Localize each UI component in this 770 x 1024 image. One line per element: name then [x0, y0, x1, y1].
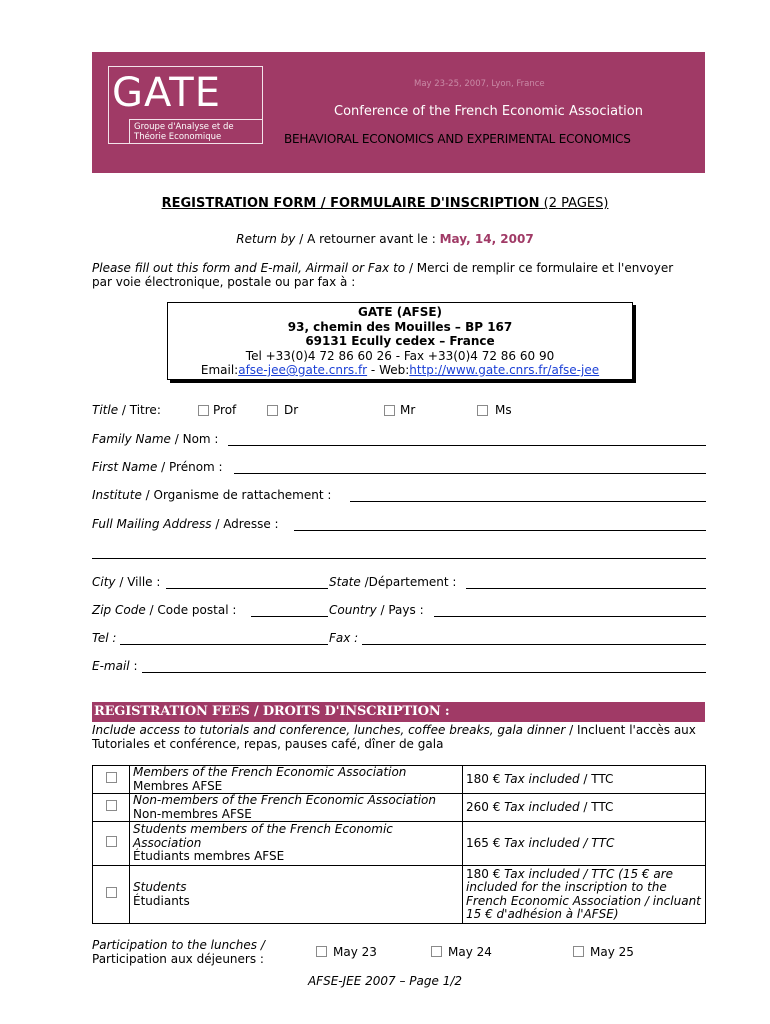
intro-fr: / Merci de remplir ce formulaire et l'envoyer par voie électronique, postale ou par fax à : [92, 261, 674, 289]
fee-checkbox-cell [93, 822, 130, 866]
logo-subtitle: Groupe d'Analyse et de Théorie Economique [134, 122, 234, 142]
address-contact [168, 363, 632, 378]
fee-tax-fr: / TTC [579, 771, 614, 786]
institute-fr: / Organisme de rattachement : [141, 488, 332, 502]
fees-header-bar [92, 702, 705, 722]
first-name-label [92, 460, 223, 474]
institute-field[interactable] [350, 501, 706, 502]
return-date: May, 14, 2007 [439, 232, 534, 246]
mr-label: Mr [400, 403, 416, 417]
fee-category [130, 794, 463, 822]
prof-checkbox[interactable] [198, 405, 209, 416]
page-footer: AFSE-JEE 2007 – Page 1/2 [307, 974, 463, 988]
fee-amount: 165 € [466, 835, 501, 850]
ms-checkbox[interactable] [477, 405, 488, 416]
title-label [92, 403, 161, 417]
institute-label [92, 488, 331, 502]
dr-checkbox[interactable] [267, 405, 278, 416]
state-en: State [329, 575, 361, 589]
fees-title: REGISTRATION FEES / DROITS D'INSCRIPTION : [94, 704, 450, 719]
fee-amount: 180 € [466, 771, 501, 786]
web-label: - Web: [367, 363, 410, 377]
lunches-label-en: Participation to the lunches / [92, 938, 265, 952]
fee-cat-fr: Étudiants membres AFSE [133, 849, 285, 864]
return-deadline [0, 232, 770, 246]
fee-cat-en: Students members of the French Economic Association [133, 822, 393, 850]
email-field-en: E-mail [92, 659, 130, 673]
fees-desc-fr: / Incluent l'accès aux Tutoriales et conférence, repas, pauses café, dîner de gala [92, 723, 696, 751]
title-label-en: Title [92, 403, 119, 417]
fee-category [130, 866, 463, 924]
zip-fr: / Code postal : [145, 603, 237, 617]
gate-logo [108, 66, 263, 144]
state-label [329, 575, 456, 589]
lunch-may25-label: May 25 [590, 945, 634, 959]
logo-subtitle-box [129, 119, 263, 144]
fee-cat-fr: Non-membres AFSE [133, 806, 252, 821]
fee-category [130, 822, 463, 866]
fee-cat-en: Students [133, 880, 187, 894]
fee-checkbox-cell [93, 866, 130, 924]
country-label [329, 603, 424, 617]
email-field[interactable] [142, 672, 706, 673]
address-en: Full Mailing Address [92, 517, 212, 531]
fee-student-members-checkbox[interactable] [106, 836, 117, 847]
email-link[interactable]: afse-jee@gate.cnrs.fr [238, 363, 368, 377]
lunch-may25-checkbox[interactable] [573, 946, 584, 957]
address-field-line2[interactable] [92, 558, 706, 559]
country-field[interactable] [434, 616, 706, 617]
address-label [92, 517, 279, 531]
fee-price [463, 866, 706, 924]
address-field[interactable] [294, 530, 706, 531]
title-label-fr: / Titre: [118, 403, 161, 417]
lunch-may24-checkbox[interactable] [431, 946, 442, 957]
zip-field[interactable] [251, 616, 328, 617]
city-fr: / Ville : [115, 575, 161, 589]
fee-tax-fr: / TTC (15 € are included for the inscription to the French Economic Association / incluant 15 € d'adhésion à l'AFSE) [466, 866, 701, 921]
lunch-may24-label: May 24 [448, 945, 492, 959]
city-en: City [92, 575, 116, 589]
logo-text: GATE [112, 70, 221, 116]
fee-amount: 180 € [466, 866, 501, 881]
form-title-main: REGISTRATION FORM / FORMULAIRE D'INSCRIPTION [161, 196, 540, 211]
institute-en: Institute [92, 488, 142, 502]
zip-en: Zip Code [92, 603, 146, 617]
prof-label: Prof [213, 403, 237, 417]
country-fr: / Pays : [376, 603, 424, 617]
first-name-fr: / Prénom : [157, 460, 223, 474]
conference-date: May 23-25, 2007, Lyon, France [414, 79, 545, 89]
lunches-label-fr: Participation aux déjeuners : [92, 952, 264, 966]
intro-en: Please fill out this form and E-mail, Airmail or Fax to [92, 261, 406, 275]
fax-field[interactable] [362, 644, 706, 645]
fee-cat-en: Members of the French Economic Association [133, 765, 407, 779]
fee-price [463, 822, 706, 866]
fee-cat-en: Non-members of the French Economic Association [133, 793, 436, 807]
address-street: 93, chemin des Mouilles – BP 167 [287, 319, 513, 334]
fee-tax-en: Tax included / TTC [500, 835, 615, 850]
mr-checkbox[interactable] [384, 405, 395, 416]
fee-amount: 260 € [466, 799, 501, 814]
fee-tax-en: Tax included [500, 771, 580, 786]
fee-category [130, 766, 463, 794]
fee-tax-fr: / TTC [579, 799, 614, 814]
family-name-field[interactable] [228, 445, 706, 446]
fee-tax-en: Tax included [500, 866, 580, 881]
web-link[interactable]: http://www.gate.cnrs.fr/afse-jee [409, 363, 600, 377]
dr-label: Dr [284, 403, 299, 417]
city-field[interactable] [166, 588, 328, 589]
conference-banner [92, 52, 705, 173]
family-name-fr: / Nom : [170, 432, 219, 446]
address-phone: Tel +33(0)4 72 86 60 26 - Fax +33(0)4 72 86 60 90 [245, 348, 555, 363]
address-city: 69131 Ecully cedex – France [305, 334, 495, 348]
address-fr: / Adresse : [211, 517, 279, 531]
city-label [92, 575, 160, 589]
fax-label: Fax : [329, 631, 359, 645]
fees-description [92, 723, 704, 751]
conference-title: Conference of the French Economic Association [334, 104, 643, 119]
fee-nonmembers-checkbox[interactable] [106, 800, 117, 811]
fee-checkbox-cell [93, 794, 130, 822]
email-field-label [92, 659, 137, 673]
first-name-field[interactable] [234, 473, 706, 474]
tel-label: Tel : [92, 631, 117, 645]
fees-desc-en: Include access to tutorials and conference, lunches, coffee breaks, gala dinner [92, 723, 566, 737]
state-field[interactable] [466, 588, 706, 589]
form-title [0, 196, 770, 211]
return-en: Return by [236, 232, 296, 246]
return-fr: / A retourner avant le : [295, 232, 440, 246]
fee-row [93, 794, 706, 822]
ms-label: Ms [495, 403, 512, 417]
intro-text [92, 261, 692, 289]
zip-label [92, 603, 236, 617]
fee-price [463, 766, 706, 794]
fee-tax-en: Tax included [500, 799, 580, 814]
lunch-may23-label: May 23 [333, 945, 377, 959]
fee-price [463, 794, 706, 822]
family-name-en: Family Name [92, 432, 171, 446]
family-name-label [92, 432, 218, 446]
address-name: GATE (AFSE) [357, 305, 443, 319]
fee-row [93, 766, 706, 794]
conference-subtitle: BEHAVIORAL ECONOMICS AND EXPERIMENTAL ECONOMICS [284, 132, 631, 146]
state-fr: /Département : [360, 575, 457, 589]
fee-checkbox-cell [93, 766, 130, 794]
fee-row [93, 866, 706, 924]
lunches-label [92, 938, 265, 966]
fee-members-checkbox[interactable] [106, 772, 117, 783]
fee-cat-fr: Membres AFSE [133, 778, 223, 793]
email-field-fr: : [129, 659, 138, 673]
address-box [167, 302, 633, 380]
lunch-may23-checkbox[interactable] [316, 946, 327, 957]
country-en: Country [329, 603, 377, 617]
form-title-pages: (2 PAGES) [543, 196, 609, 211]
tel-field[interactable] [120, 644, 328, 645]
fees-table [92, 765, 706, 924]
fee-row [93, 822, 706, 866]
first-name-en: First Name [92, 460, 158, 474]
fee-students-checkbox[interactable] [106, 887, 117, 898]
email-label: Email: [200, 363, 239, 377]
fee-cat-fr: Étudiants [133, 893, 190, 908]
